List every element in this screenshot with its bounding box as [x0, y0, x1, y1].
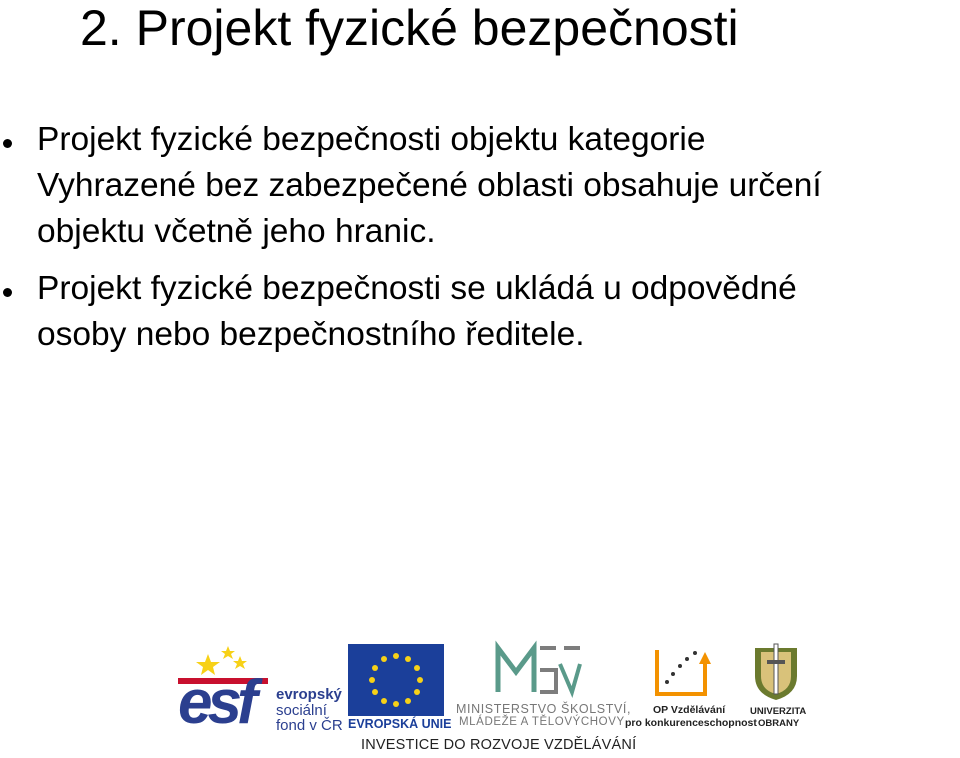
- bullet-line: osoby nebo bezpečnostního ředitele.: [37, 316, 585, 353]
- eu-flag-icon: [348, 644, 444, 716]
- bullet-item: [0, 266, 960, 358]
- footer-tagline: INVESTICE DO ROZVOJE VZDĚLÁVÁNÍ: [361, 737, 637, 753]
- unob-line1: UNIVERZITA: [750, 706, 807, 717]
- op-line2: pro konkurenceschopnost: [625, 717, 757, 729]
- msmt-line1: MINISTERSTVO ŠKOLSTVÍ,: [456, 702, 632, 716]
- bullet-line: objektu včetně jeho hranic.: [37, 213, 436, 250]
- esf-line3: fond v ČR: [276, 717, 343, 734]
- bullet-line: Projekt fyzické bezpečnosti se ukládá u odpovědné: [37, 270, 797, 307]
- unob-shield-icon: [751, 642, 801, 702]
- msmt-line2: MLÁDEŽE A TĚLOVÝCHOVY: [459, 716, 625, 728]
- unob-logo: [748, 642, 807, 732]
- msmt-monogram-icon: [494, 640, 584, 702]
- msmt-logo: [456, 640, 632, 732]
- esf-logo: [178, 644, 346, 737]
- slide-title: 2. Projekt fyzické bezpečnosti: [80, 0, 739, 56]
- bullet-dot-icon: [3, 288, 12, 297]
- op-emblem-icon: [647, 642, 717, 704]
- bullet-list: [0, 117, 960, 358]
- bullet-line: Projekt fyzické bezpečnosti objektu kategorie: [37, 121, 706, 158]
- op-line1: OP Vzdělávání: [653, 704, 726, 716]
- eu-label: EVROPSKÁ UNIE: [348, 717, 452, 731]
- esf-line2: sociální: [276, 702, 327, 719]
- eu-logo: [348, 644, 452, 734]
- esf-line1: evropský: [276, 686, 342, 703]
- op-logo: [625, 642, 757, 732]
- unob-line2: OBRANY: [758, 718, 800, 729]
- bullet-dot-icon: [3, 139, 12, 148]
- bullet-line: Vyhrazené bez zabezpečené oblasti obsahuje určení: [37, 167, 822, 204]
- esf-letters: esf: [178, 668, 253, 737]
- bullet-item: [0, 117, 960, 255]
